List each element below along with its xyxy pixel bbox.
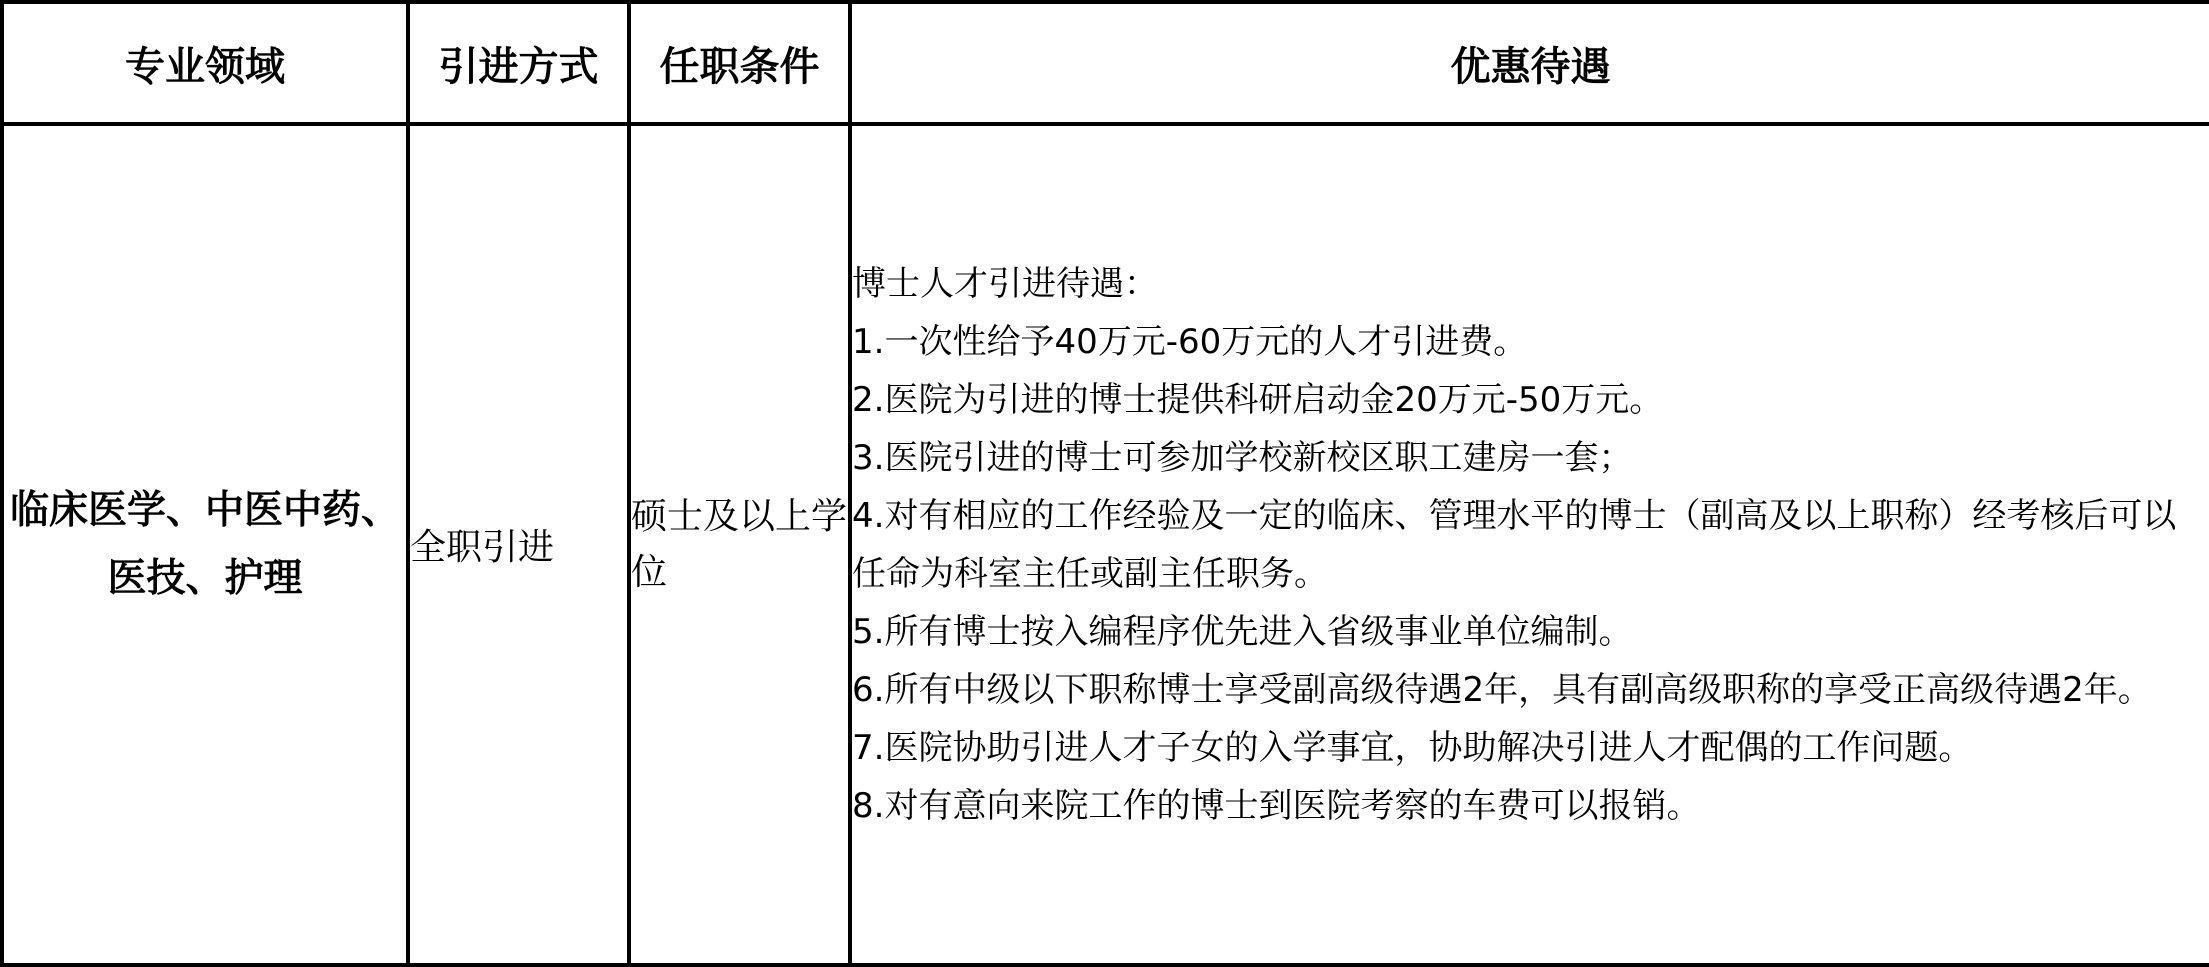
table-row — [2, 124, 2209, 965]
benefits-title: 博士人才引进待遇： — [852, 263, 1158, 304]
benefit-item: 1.一次性给予40万元-60万元的人才引进费。 — [852, 321, 1528, 362]
header-method: 引进方式 — [408, 2, 629, 124]
header-benefits: 优惠待遇 — [850, 2, 2209, 124]
benefit-item: 4.对有相应的工作经验及一定的临床、管理水平的博士（副高及以上职称）经考核后可以任命为科室主任或副主任职务。 — [852, 495, 2177, 594]
benefits-cell — [850, 124, 2209, 965]
benefit-item: 6.所有中级以下职称博士享受副高级待遇2年，具有副高级职称的享受正高级待遇2年。 — [852, 669, 2152, 710]
requirement-cell: 硕士及以上学位 — [629, 124, 850, 965]
benefit-item: 2.医院为引进的博士提供科研启动金20万元-50万元。 — [852, 379, 1664, 420]
benefit-item: 8.对有意向来院工作的博士到医院考察的车费可以报销。 — [852, 785, 1701, 826]
benefit-item: 3.医院引进的博士可参加学校新校区职工建房一套； — [852, 437, 1633, 478]
table-header-row — [2, 2, 2209, 124]
benefit-item: 7.医院协助引进人才子女的入学事宜，协助解决引进人才配偶的工作问题。 — [852, 727, 1973, 768]
field-cell: 临床医学、中医中药、医技、护理 — [2, 124, 408, 965]
benefit-item: 5.所有博士按入编程序优先进入省级事业单位编制。 — [852, 611, 1633, 652]
header-requirement: 任职条件 — [629, 2, 850, 124]
benefits-list — [852, 313, 2209, 835]
method-cell: 全职引进 — [408, 124, 629, 965]
header-field: 专业领域 — [2, 2, 408, 124]
